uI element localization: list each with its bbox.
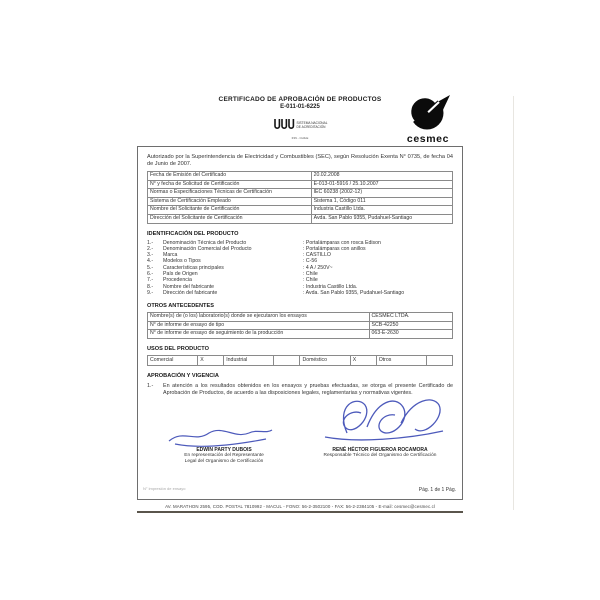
uso-check: X bbox=[198, 356, 224, 366]
item-label: Nombre del fabricante bbox=[163, 283, 215, 290]
certificate-document bbox=[137, 96, 463, 509]
item-value: : 4 A / 250V~ bbox=[303, 265, 453, 271]
uso-label: Doméstico bbox=[300, 356, 350, 366]
item-label: Denominación Comercial del Producto bbox=[163, 245, 252, 252]
cesmec-wordmark: cesmec bbox=[406, 133, 450, 145]
table-row bbox=[148, 197, 453, 206]
footer-address: AV. MARATHON 2595, COD. POSTAL 7810992 - MACUL - FONO: 56-2-3502100 - FAX: 56-2-2384105 - E-mail: cesmec@cesmec.cl bbox=[165, 504, 435, 510]
item-value: : Portalámparas con anillos bbox=[303, 246, 453, 252]
table-row bbox=[148, 189, 453, 198]
info-value: E-013-01-5916 / 25.10.2007 bbox=[311, 180, 452, 189]
certificate-body-box bbox=[137, 146, 463, 500]
signatory-right bbox=[305, 447, 455, 459]
otros-label: N° de informe de ensayo de tipo bbox=[148, 321, 370, 330]
authorization-paragraph: Autorizado por la Superintendencia de Electricidad y Combustibles (SEC), según Resolución Exenta N° 0735, de fecha 04 de Junio de 2007. bbox=[147, 154, 453, 167]
item-number: 4.- bbox=[147, 258, 154, 265]
info-value: IEC 60238 (2002-12) bbox=[311, 189, 452, 198]
signatory-role: En representación del Representante bbox=[184, 453, 264, 459]
info-label: Fecha de Emisión del Certificado bbox=[148, 172, 312, 181]
aprobacion-text: En atención a los resultados obtenidos en los ensayos y pruebas efectuadas, se otorga el presente Certificado de Aprobación de Productos, de acuerdo a las disposiciones legales, reglamentarias y normativas vigentes. bbox=[163, 383, 453, 397]
otros-label: N° de informe de ensayo de seguimiento de la producción bbox=[148, 330, 370, 339]
table-row bbox=[148, 214, 453, 223]
otros-value: 063-E-2630 bbox=[369, 330, 452, 339]
scan-bottom-edge bbox=[137, 511, 463, 513]
signatory-role: Legal del Organismo de Certificación bbox=[184, 458, 264, 464]
item-label: Marca bbox=[163, 252, 178, 259]
item-value: : Chile bbox=[303, 277, 453, 283]
signature-right-ink bbox=[317, 391, 449, 452]
table-row bbox=[148, 330, 453, 339]
item-number: 1.- bbox=[147, 383, 154, 390]
item-value: : Chile bbox=[303, 271, 453, 277]
table-row bbox=[148, 180, 453, 189]
item-value: : C-56 bbox=[303, 258, 453, 264]
signatory-role: Responsable Técnico del Organismo de Certificación bbox=[323, 453, 437, 459]
certificate-info-table bbox=[147, 171, 453, 224]
item-value: : CASTILLO bbox=[303, 252, 453, 258]
section-heading-aprobacion: APROBACIÓN Y VIGENCIA bbox=[147, 373, 219, 380]
item-label: Modelos o Tipos bbox=[163, 258, 201, 265]
item-number: 6.- bbox=[147, 271, 154, 278]
section-heading-identificacion: IDENTIFICACIÓN DEL PRODUCTO bbox=[147, 230, 239, 237]
signature-area bbox=[147, 401, 453, 479]
item-number: 2.- bbox=[147, 245, 154, 252]
item-value: : Portalámparas con rosca Edison bbox=[303, 240, 453, 246]
identification-list bbox=[147, 240, 453, 297]
otros-label: Nombre(s) de (o los) laboratorio(s) donde se ejecutaron los ensayos bbox=[148, 313, 370, 322]
cesmec-logo bbox=[401, 93, 455, 144]
section-heading-otros: OTROS ANTECEDENTES bbox=[147, 303, 214, 310]
item-value: : Avda. San Pablo 9355, Pudahuel-Santiago bbox=[303, 290, 453, 296]
info-value: 20.02.2008 bbox=[311, 172, 452, 181]
item-number: 5.- bbox=[147, 264, 154, 271]
document-title: CERTIFICADO DE APROBACIÓN DE PRODUCTOS bbox=[218, 96, 382, 103]
inn-logo-icon bbox=[273, 117, 295, 135]
signatory-name: EDWIN PARTY DUBOIS bbox=[196, 447, 252, 454]
accreditation-text bbox=[297, 122, 328, 129]
info-value: Industria Castillo Ltda. bbox=[311, 206, 452, 215]
item-number: 8.- bbox=[147, 283, 154, 290]
accreditation-mark bbox=[255, 117, 345, 140]
signatory-left bbox=[151, 447, 297, 464]
item-label: Características principales bbox=[163, 264, 224, 271]
table-row bbox=[148, 321, 453, 330]
uso-check bbox=[426, 356, 452, 366]
item-number: 3.- bbox=[147, 252, 154, 259]
info-label: Dirección del Solicitante de Certificación bbox=[148, 214, 312, 223]
item-label: País de Origen bbox=[163, 271, 198, 278]
info-label: Sistema de Certificación Empleado bbox=[148, 197, 312, 206]
item-number: 7.- bbox=[147, 277, 154, 284]
table-row bbox=[148, 356, 453, 366]
table-row bbox=[148, 206, 453, 215]
accreditation-subline: INN - CHILE bbox=[291, 136, 309, 140]
accreditation-line2: DE ACREDITACIÓN bbox=[296, 125, 326, 129]
form-footnote: N° impresión de ensayo bbox=[143, 486, 186, 492]
item-label: Dirección del fabricante bbox=[163, 289, 218, 296]
item-value: : Industria Castillo Ltda. bbox=[303, 284, 453, 290]
table-row bbox=[148, 172, 453, 181]
accreditation-line1: SISTEMA NACIONAL bbox=[296, 121, 328, 126]
uso-label: Otros bbox=[376, 356, 426, 366]
section-heading-usos: USOS DEL PRODUCTO bbox=[147, 346, 209, 353]
otros-antecedentes-table bbox=[147, 312, 453, 339]
signatory-name: RENÉ HÉCTOR FIGUEROA ROCAMORA bbox=[332, 447, 428, 454]
item-number: 1.- bbox=[147, 239, 154, 246]
info-label: Nombre del Solicitante de Certificación bbox=[148, 206, 312, 215]
otros-value: SCB-42250 bbox=[369, 321, 452, 330]
info-value: Avda. San Pablo 9355, Pudahuel-Santiago bbox=[311, 214, 452, 223]
table-row bbox=[148, 313, 453, 322]
info-label: N° y fecha de Solicitud de Certificación bbox=[148, 180, 312, 189]
item-number: 9.- bbox=[147, 289, 154, 296]
certificate-number: E-011-01-6225 bbox=[280, 104, 320, 110]
scan-right-edge bbox=[513, 96, 514, 510]
info-value: Sistema 1, Código 011 bbox=[311, 197, 452, 206]
item-label: Procedencia bbox=[163, 277, 192, 284]
info-label: Normas o Especificaciones Técnicas de Certificación bbox=[148, 189, 312, 198]
item-label: Denominación Técnica del Producto bbox=[163, 239, 247, 246]
page-indicator: Pág. 1 de 1 Pág. bbox=[418, 487, 456, 494]
uso-check: X bbox=[350, 356, 376, 366]
uso-label: Comercial bbox=[148, 356, 198, 366]
otros-value: CESMEC LTDA. bbox=[369, 313, 452, 322]
uso-check bbox=[274, 356, 300, 366]
usos-table bbox=[147, 355, 453, 366]
uso-label: Industrial bbox=[224, 356, 274, 366]
